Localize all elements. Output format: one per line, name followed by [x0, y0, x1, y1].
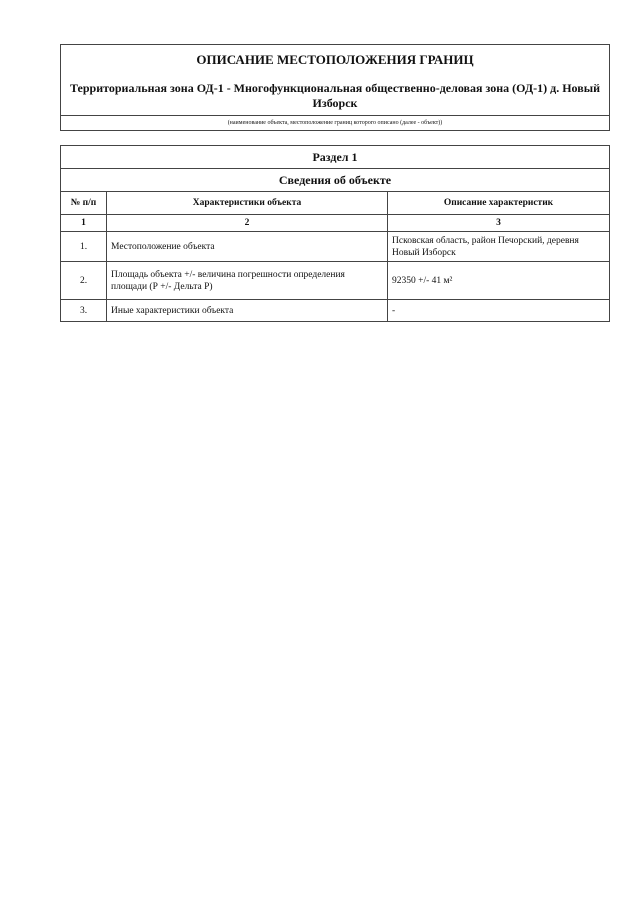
row-characteristic: Местоположение объекта [107, 232, 388, 262]
header-number: № п/п [61, 192, 107, 215]
section-title: Сведения об объекте [61, 169, 610, 192]
document-sheet [60, 44, 609, 322]
row-description: - [388, 300, 610, 322]
table-row [61, 262, 610, 300]
object-name-note: (наименование объекта, местоположение границ которого описано (далее - объект)) [61, 116, 610, 131]
document-title: ОПИСАНИЕ МЕСТОПОЛОЖЕНИЯ ГРАНИЦ [61, 45, 610, 76]
table-header-row [61, 192, 610, 215]
row-characteristic: Площадь объекта +/- величина погрешности определения площади (Р +/- Дельта Р) [107, 262, 388, 300]
row-characteristic: Иные характеристики объекта [107, 300, 388, 322]
object-name: Территориальная зона ОД-1 - Многофункциональная общественно-деловая зона (ОД-1) д. Новый Изборск [61, 75, 610, 116]
column-number: 2 [107, 215, 388, 232]
table-row [61, 300, 610, 322]
column-number: 1 [61, 215, 107, 232]
section-label: Раздел 1 [61, 146, 610, 169]
row-index: 2. [61, 262, 107, 300]
column-number: 3 [388, 215, 610, 232]
column-number-row [61, 215, 610, 232]
row-index: 3. [61, 300, 107, 322]
row-index: 1. [61, 232, 107, 262]
boundary-description-table [60, 44, 610, 322]
row-description: Псковская область, район Печорский, деревня Новый Изборск [388, 232, 610, 262]
row-description: 92350 +/- 41 м² [388, 262, 610, 300]
header-description: Описание характеристик [388, 192, 610, 215]
header-characteristic: Характеристики объекта [107, 192, 388, 215]
table-row [61, 232, 610, 262]
spacer-row [61, 131, 610, 146]
